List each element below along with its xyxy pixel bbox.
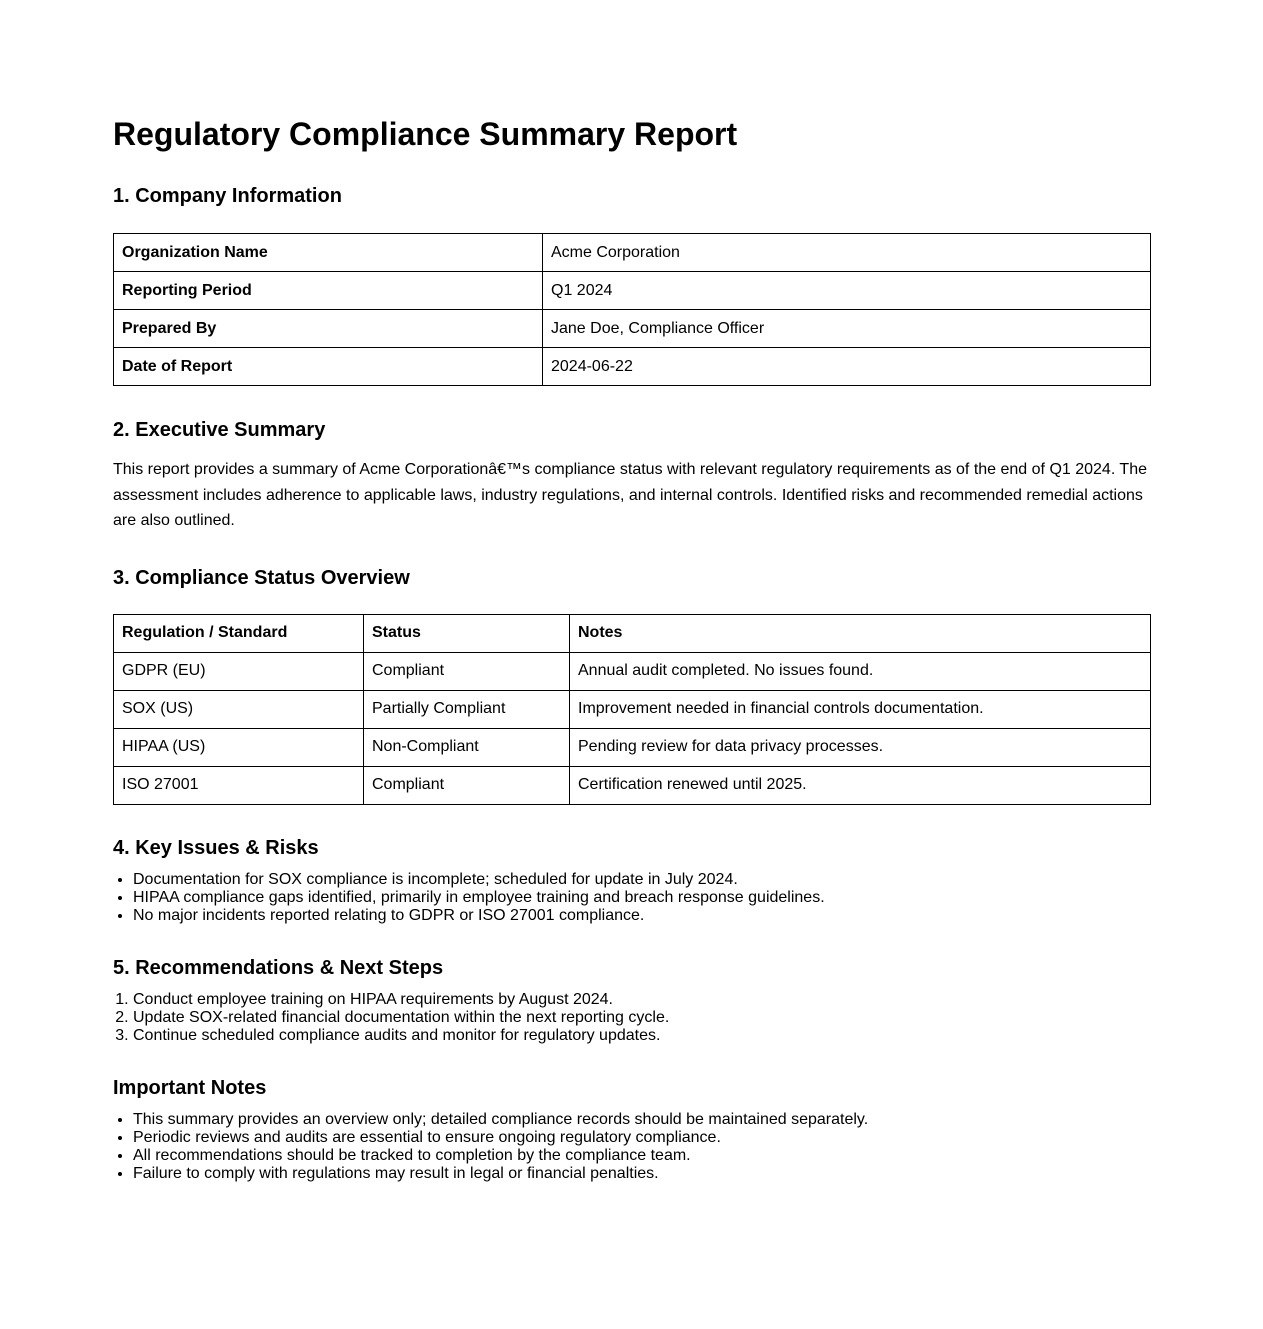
notes-cell: Improvement needed in financial controls documentation.: [570, 690, 1151, 728]
info-label: Date of Report: [114, 348, 543, 386]
column-header: Status: [364, 614, 570, 652]
column-header: Regulation / Standard: [114, 614, 364, 652]
regulation-cell: ISO 27001: [114, 766, 364, 804]
table-row: [114, 348, 1151, 386]
list-item: • Failure to comply with regulations may result in legal or financial penalties.: [133, 1165, 1150, 1183]
status-cell: Partially Compliant: [364, 690, 570, 728]
important-notes-list: [113, 1111, 1150, 1183]
list-item: • No major incidents reported relating to GDPR or ISO 27001 compliance.: [133, 907, 1150, 925]
info-label: Reporting Period: [114, 272, 543, 310]
company-info-heading: 1. Company Information: [113, 185, 342, 207]
executive-summary-heading: 2. Executive Summary: [113, 419, 326, 441]
recommendations-heading: 5. Recommendations & Next Steps: [113, 956, 444, 979]
report-page: [113, 112, 1150, 1183]
info-label: Organization Name: [114, 234, 543, 272]
key-issues-list: [113, 871, 1150, 925]
list-item: 1. Conduct employee training on HIPAA requirements by August 2024.: [133, 991, 1150, 1009]
status-cell: Compliant: [364, 652, 570, 690]
table-row: [114, 690, 1151, 728]
list-item: • HIPAA compliance gaps identified, primarily in employee training and breach response guidelines.: [133, 889, 1150, 907]
list-item: • This summary provides an overview only; detailed compliance records should be maintained separately.: [133, 1111, 1150, 1129]
info-value: 2024-06-22: [543, 348, 1151, 386]
page-title: Regulatory Compliance Summary Report: [113, 116, 738, 152]
info-value: Jane Doe, Compliance Officer: [543, 310, 1151, 348]
executive-summary-text: This report provides a summary of Acme Corporationâ€™s compliance status with relevant regulatory requirements as of the end of Q1 2024. The assessment includes adherence to applicable laws, industry regulations, and internal controls. Identified risks and recommended remedial actions are also outlined.: [113, 461, 1147, 529]
status-cell: Compliant: [364, 766, 570, 804]
key-issues-heading: 4. Key Issues & Risks: [113, 836, 319, 859]
info-label: Prepared By: [114, 310, 543, 348]
regulation-cell: HIPAA (US): [114, 728, 364, 766]
compliance-status-table: [113, 614, 1151, 805]
status-cell: Non-Compliant: [364, 728, 570, 766]
table-row: [114, 728, 1151, 766]
list-item: 2. Update SOX-related financial documentation within the next reporting cycle.: [133, 1009, 1150, 1027]
table-header-row: [114, 614, 1151, 652]
regulation-cell: SOX (US): [114, 690, 364, 728]
table-row: [114, 234, 1151, 272]
compliance-status-heading: 3. Compliance Status Overview: [113, 566, 410, 589]
notes-cell: Pending review for data privacy processes.: [570, 728, 1151, 766]
table-row: [114, 272, 1151, 310]
column-header: Notes: [570, 614, 1151, 652]
regulation-cell: GDPR (EU): [114, 652, 364, 690]
table-row: [114, 652, 1151, 690]
recommendations-list: [113, 991, 1150, 1045]
list-item: • Periodic reviews and audits are essential to ensure ongoing regulatory compliance.: [133, 1129, 1150, 1147]
table-row: [114, 766, 1151, 804]
company-info-table: [113, 233, 1151, 386]
important-notes-heading: Important Notes: [113, 1076, 267, 1099]
info-value: Acme Corporation: [543, 234, 1151, 272]
list-item: • Documentation for SOX compliance is incomplete; scheduled for update in July 2024.: [133, 871, 1150, 889]
list-item: 3. Continue scheduled compliance audits and monitor for regulatory updates.: [133, 1027, 1150, 1045]
list-item: • All recommendations should be tracked to completion by the compliance team.: [133, 1147, 1150, 1165]
notes-cell: Annual audit completed. No issues found.: [570, 652, 1151, 690]
table-row: [114, 310, 1151, 348]
info-value: Q1 2024: [543, 272, 1151, 310]
notes-cell: Certification renewed until 2025.: [570, 766, 1151, 804]
